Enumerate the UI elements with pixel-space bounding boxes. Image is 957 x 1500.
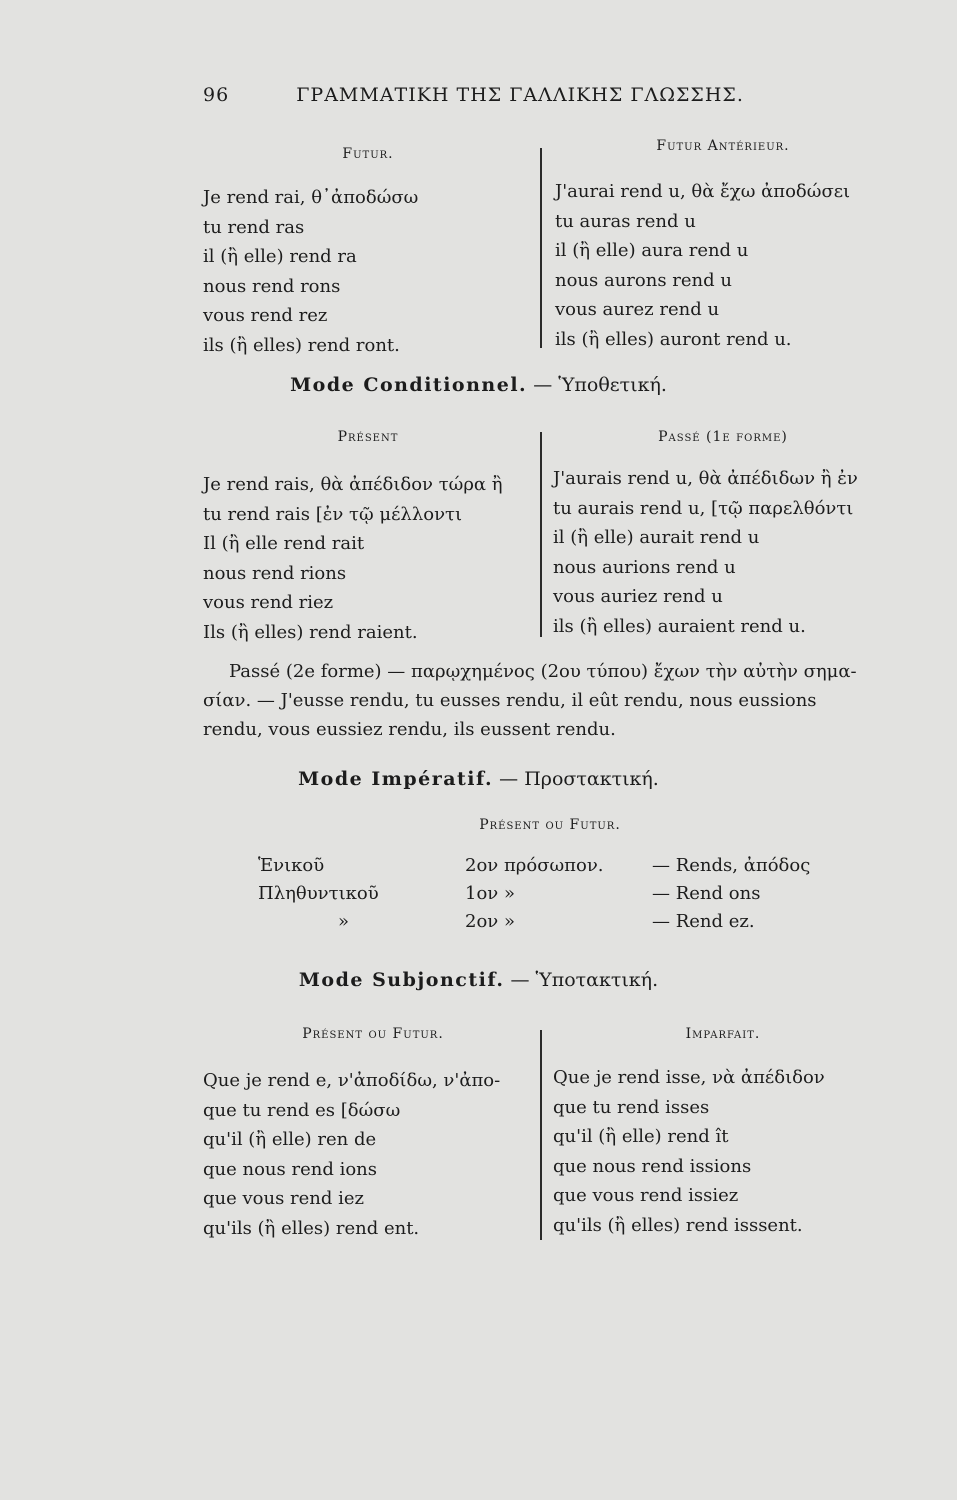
conjugation-line: nous aurions rend u	[553, 556, 736, 578]
conjugation-line: qu'ils (ἢ elles) rend ent.	[203, 1217, 420, 1239]
conjugation-line: nous rend rions	[203, 562, 347, 584]
conjugation-line: Que je rend isse, νὰ ἀπέδιδον	[553, 1067, 825, 1088]
conjugation-line: tu rend ras	[203, 216, 305, 238]
column-divider	[540, 148, 542, 348]
conjugation-line: tu aurais rend u, [τῷ παρελθόντι	[553, 497, 854, 519]
paragraph-line: Passé (2e forme) — παρῳχημένος (2ου τύπου) ἔχων τὴν αὐτὴν σημα-	[229, 661, 857, 682]
conjugation-line: qu'ils (ἢ elles) rend isssent.	[553, 1214, 803, 1236]
imperatif-col-number	[258, 852, 379, 936]
conjugation-line: J'aurais rend u, θὰ ἀπέδιδων ἢ ἐν	[553, 468, 858, 489]
conjugation-line: vous rend rez	[203, 305, 328, 326]
conjugation-line: vous auriez rend u	[553, 586, 723, 607]
conjugation-line: ils (ἢ elles) rend ront.	[203, 334, 400, 356]
mode-label: Mode Subjonctif.	[298, 969, 505, 991]
conjugation-line: que vous rend iez	[203, 1188, 365, 1209]
imperatif-cell: — Rend ez.	[652, 911, 755, 932]
mode-conditionnel-heading	[0, 374, 957, 396]
page-number: 96	[203, 84, 230, 106]
mode-imperatif-heading	[0, 768, 957, 790]
conjugation-line: que vous rend issiez	[553, 1185, 739, 1206]
cond-passe-heading: Passé (1e forme)	[658, 429, 788, 445]
conjugation-line: nous aurons rend u	[555, 269, 732, 291]
mode-label: Mode Impératif.	[298, 768, 494, 790]
imperatif-cell: Πληθυντικοῦ	[258, 883, 379, 904]
conjugation-line: Que je rend e, ν'ἀποδίδω, ν'ἀπο-	[203, 1070, 501, 1091]
conjugation-line: qu'il (ἢ elle) ren de	[203, 1129, 377, 1150]
passe-deuxieme-forme	[203, 657, 903, 744]
imperatif-cell: »	[338, 911, 350, 932]
imperatif-col-person	[465, 852, 604, 936]
subj-present-conjugation	[203, 1066, 500, 1243]
imperatif-col-form	[652, 852, 810, 936]
mode-label: Mode Conditionnel.	[290, 374, 528, 396]
imperatif-cell: 1ον »	[465, 883, 515, 904]
paragraph-line: σίαν. — J'eusse rendu, tu eusses rendu, il eût rendu, nous eussions	[203, 690, 817, 711]
conjugation-line: Je rend rais, θὰ ἀπέδιδον τώρα ἢ	[203, 474, 503, 495]
cond-present-heading: Présent	[337, 429, 399, 445]
imperatif-cell: 2ον »	[465, 911, 515, 932]
mode-greek: — Προστακτική.	[499, 768, 659, 790]
conjugation-line: ils (ἢ elles) auront rend u.	[555, 328, 792, 350]
mode-subjonctif-heading	[0, 969, 957, 991]
running-title: ΓΡΑΜΜΑΤΙΚΗ ΤΗΣ ΓΑΛΛΙΚΗΣ ΓΛΩΣΣΗΣ.	[296, 84, 744, 106]
subj-imparfait-conjugation	[553, 1063, 825, 1240]
conjugation-line: que nous rend ions	[203, 1158, 377, 1180]
cond-passe-conjugation	[553, 464, 858, 641]
conjugation-line: que tu rend isses	[553, 1096, 710, 1118]
conjugation-line: Il (ἢ elle rend rait	[203, 533, 365, 554]
subj-imparfait-heading: Imparfait.	[685, 1026, 761, 1042]
conjugation-line: que tu rend es [δώσω	[203, 1099, 401, 1121]
conjugation-line: vous rend riez	[203, 592, 334, 613]
imperatif-heading: Présent ou Futur.	[479, 817, 621, 833]
conjugation-line: Je rend rai, θ᾽ἀποδώσω	[203, 187, 419, 208]
futur-anterieur-heading: Futur Antérieur.	[656, 138, 790, 154]
imperatif-cell: — Rend ons	[652, 883, 761, 904]
conjugation-line: nous rend rons	[203, 275, 341, 297]
imperatif-cell: — Rends, ἀπόδος	[652, 855, 811, 876]
column-divider	[540, 432, 542, 637]
conjugation-line: Ils (ἢ elles) rend raient.	[203, 621, 418, 643]
conjugation-line: J'aurai rend u, θὰ ἔχω ἀποδώσει	[555, 181, 851, 202]
conjugation-line: tu auras rend u	[555, 210, 696, 232]
cond-present-conjugation	[203, 470, 503, 647]
conjugation-line: que nous rend issions	[553, 1155, 752, 1177]
futur-anterieur-conjugation	[555, 177, 850, 354]
subj-present-heading: Présent ou Futur.	[302, 1026, 444, 1042]
imperatif-cell: 2ον πρόσωπον.	[465, 855, 604, 876]
mode-greek: — Ὑποτακτική.	[510, 969, 659, 991]
conjugation-line: ils (ἢ elles) auraient rend u.	[553, 615, 806, 637]
conjugation-line: il (ἢ elle) rend ra	[203, 246, 357, 267]
column-divider	[540, 1030, 542, 1240]
mode-greek: — Ὑποθετική.	[533, 374, 667, 396]
paragraph-line: rendu, vous eussiez rendu, ils eussent rendu.	[203, 719, 616, 740]
futur-conjugation	[203, 183, 418, 360]
conjugation-line: il (ἢ elle) aurait rend u	[553, 527, 760, 548]
page-header	[203, 84, 803, 106]
conjugation-line: tu rend rais [ἐν τῷ μέλλοντι	[203, 503, 463, 525]
conjugation-line: il (ἢ elle) aura rend u	[555, 240, 749, 261]
conjugation-line: vous aurez rend u	[555, 299, 720, 320]
imperatif-cell: Ἑνικοῦ	[258, 855, 325, 876]
futur-heading: Futur.	[342, 146, 394, 162]
conjugation-line: qu'il (ἢ elle) rend ît	[553, 1126, 729, 1147]
